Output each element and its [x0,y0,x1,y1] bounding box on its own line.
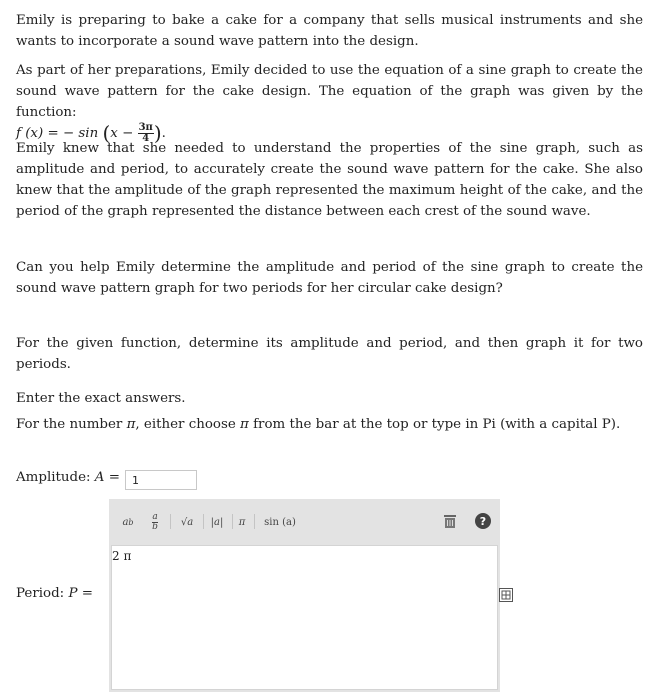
period-typed-value: 2 π [112,549,132,563]
period-input-area[interactable] [111,545,498,690]
function-inner: x − [110,126,134,141]
amplitude-input[interactable]: 1 [125,470,197,490]
function-fraction: $\frac{3\pi}{4}$ [138,122,153,144]
equation-paragraph: As part of her preparations, Emily decided to use the equation of a sine graph to create the sound wave pattern for the cake design. The equation of the graph was given by the function: f (x) = − sin (x − $\frac{3\pi}{4}$ ). [16,63,643,145]
exact-answers-note: Enter the exact answers. [16,391,186,406]
power-button[interactable]: a b [122,516,134,528]
equation-intro-text: As part of her preparations, Emily decided to use the equation of a sine graph to create the sound wave pattern for the cake design. The equation of the graph was given by the function: [16,63,643,120]
keyboard-icon[interactable] [499,588,513,602]
help-icon[interactable]: ? [475,513,491,529]
question-paragraph: Can you help Emily determine the amplitude and period of the sine graph to create the sound wave pattern graph for two periods for her circular cake design? [16,260,643,296]
math-toolbar [109,499,500,544]
pi-button[interactable]: π [238,516,246,528]
properties-paragraph: Emily knew that she needed to understand the properties of the sine graph, such as amplitude and period, to accurately create the sound wave pattern for the cake. She also knew that the amplitude of the graph represented the maximum height of the cake, and the period of the graph represented the distance between each crest of the sound wave. [16,141,643,219]
amplitude-label: Amplitude: A = [16,470,120,485]
fraction-button[interactable]: a b [152,511,158,532]
pi-instruction: For the number π, either choose π from the bar at the top or type in Pi (with a capital P). [16,417,621,432]
sqrt-button[interactable]: √a [180,516,194,528]
instruction-paragraph: For the given function, determine its amplitude and period, and then graph it for two periods. [16,336,643,372]
period-label: Period: P = [16,586,93,601]
period-math-editor [109,499,500,692]
function-lhs: f (x) = − sin [16,126,99,141]
trash-icon[interactable] [442,514,458,529]
abs-button[interactable]: |a| [210,516,224,528]
intro-paragraph: Emily is preparing to bake a cake for a company that sells musical instruments and she wants to incorporate a sound wave pattern into the design. [16,13,643,49]
sin-button[interactable]: sin (a) [264,516,296,528]
